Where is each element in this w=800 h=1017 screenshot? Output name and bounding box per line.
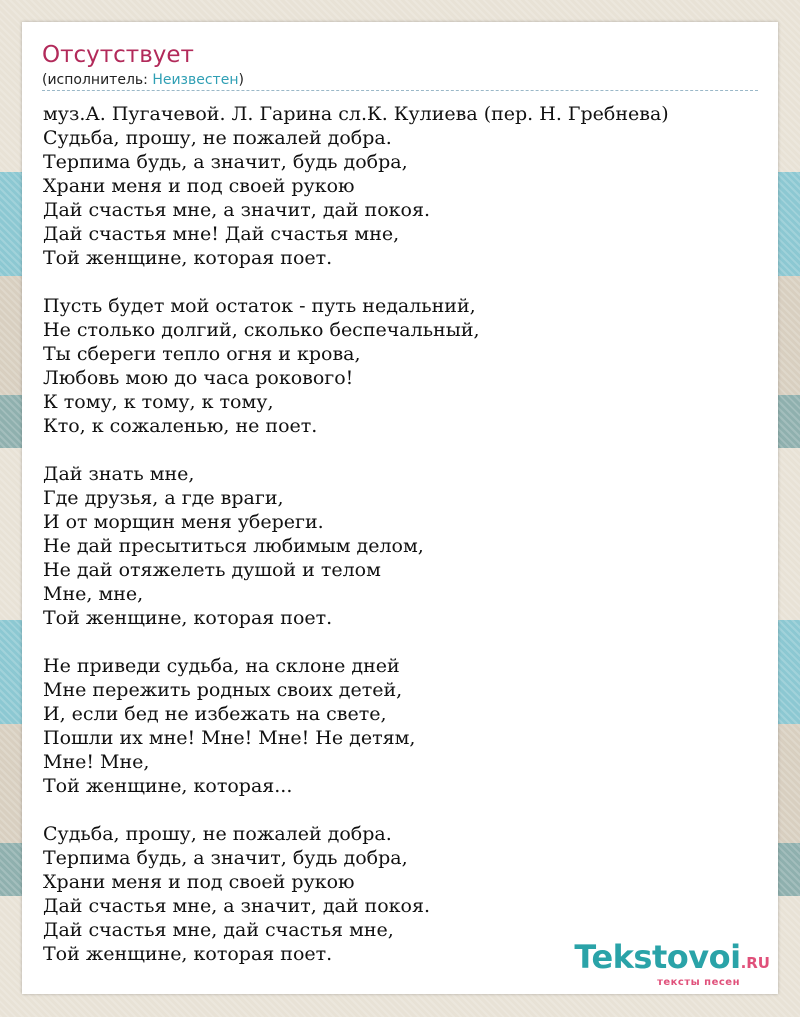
stanza-gap xyxy=(43,630,669,654)
logo-tagline: тексты песен xyxy=(657,977,740,988)
lyric-line: муз.А. Пугачевой. Л. Гарина сл.К. Кулиева (пер. Н. Гребнева) xyxy=(43,103,669,125)
lyric-line: Судьба, прошу, не пожалей добра. xyxy=(43,823,392,845)
lyric-line: Мне пережить родных своих детей, xyxy=(43,679,403,701)
lyric-line: Не дай пресытиться любимым делом, xyxy=(43,535,424,557)
logo-wordmark xyxy=(574,938,770,979)
lyric-line: Той женщине, которая поет. xyxy=(43,607,333,629)
lyric-line: Пусть будет мой остаток - путь недальний, xyxy=(43,295,476,317)
title-divider xyxy=(42,90,758,91)
lyric-line: Дай знать мне, xyxy=(43,463,195,485)
lyric-line: Кто, к сожаленью, не поет. xyxy=(43,415,318,437)
lyric-line: И, если бед не избежать на свете, xyxy=(43,703,387,725)
lyric-line: Терпима будь, а значит, будь добра, xyxy=(43,847,408,869)
lyric-line: Не дай отяжелеть душой и телом xyxy=(43,559,381,581)
stanza-gap xyxy=(43,270,669,294)
artist-suffix: ) xyxy=(238,72,244,88)
lyric-line: И от морщин меня убереги. xyxy=(43,511,324,533)
lyric-line: Пошли их мне! Мне! Мне! Не детям, xyxy=(43,727,416,749)
lyric-line: Дай счастья мне, а значит, дай покоя. xyxy=(43,895,431,917)
lyric-line: Храни меня и под своей рукою xyxy=(43,175,355,197)
stanza-gap xyxy=(43,798,669,822)
lyric-line: Храни меня и под своей рукою xyxy=(43,871,355,893)
lyric-line: Мне! Мне, xyxy=(43,751,150,773)
stanza-gap xyxy=(43,438,669,462)
lyrics-card xyxy=(22,22,778,994)
artist-link[interactable]: Неизвестен xyxy=(152,72,239,88)
lyric-line: Той женщине, которая поет. xyxy=(43,247,333,269)
artist-prefix: (исполнитель: xyxy=(42,72,153,88)
lyric-line: Судьба, прошу, не пожалей добра. xyxy=(43,127,392,149)
lyric-line: Дай счастья мне! Дай счастья мне, xyxy=(43,223,400,245)
site-logo[interactable] xyxy=(574,938,770,988)
lyric-line: Дай счастья мне, дай счастья мне, xyxy=(43,919,394,941)
lyric-line: Терпима будь, а значит, будь добра, xyxy=(43,151,408,173)
lyric-line: Ты сбереги тепло огня и крова, xyxy=(43,343,361,365)
lyric-line: Не приведи судьба, на склоне дней xyxy=(43,655,400,677)
logo-name: Tekstovoi xyxy=(574,938,741,976)
logo-domain: .RU xyxy=(740,954,770,972)
lyric-line: Где друзья, а где враги, xyxy=(43,487,284,509)
lyric-line: Той женщине, которая... xyxy=(43,775,293,797)
lyrics-text xyxy=(43,102,669,966)
lyric-line: Той женщине, которая поет. xyxy=(43,943,333,965)
lyric-line: Не столько долгий, сколько беспечальный, xyxy=(43,319,480,341)
lyric-line: Дай счастья мне, а значит, дай покоя. xyxy=(43,199,431,221)
lyric-line: К тому, к тому, к тому, xyxy=(43,391,274,413)
song-title: Отсутствует xyxy=(42,42,194,68)
lyric-line: Мне, мне, xyxy=(43,583,144,605)
artist-line xyxy=(42,72,244,88)
lyric-line: Любовь мою до часа рокового! xyxy=(43,367,354,389)
